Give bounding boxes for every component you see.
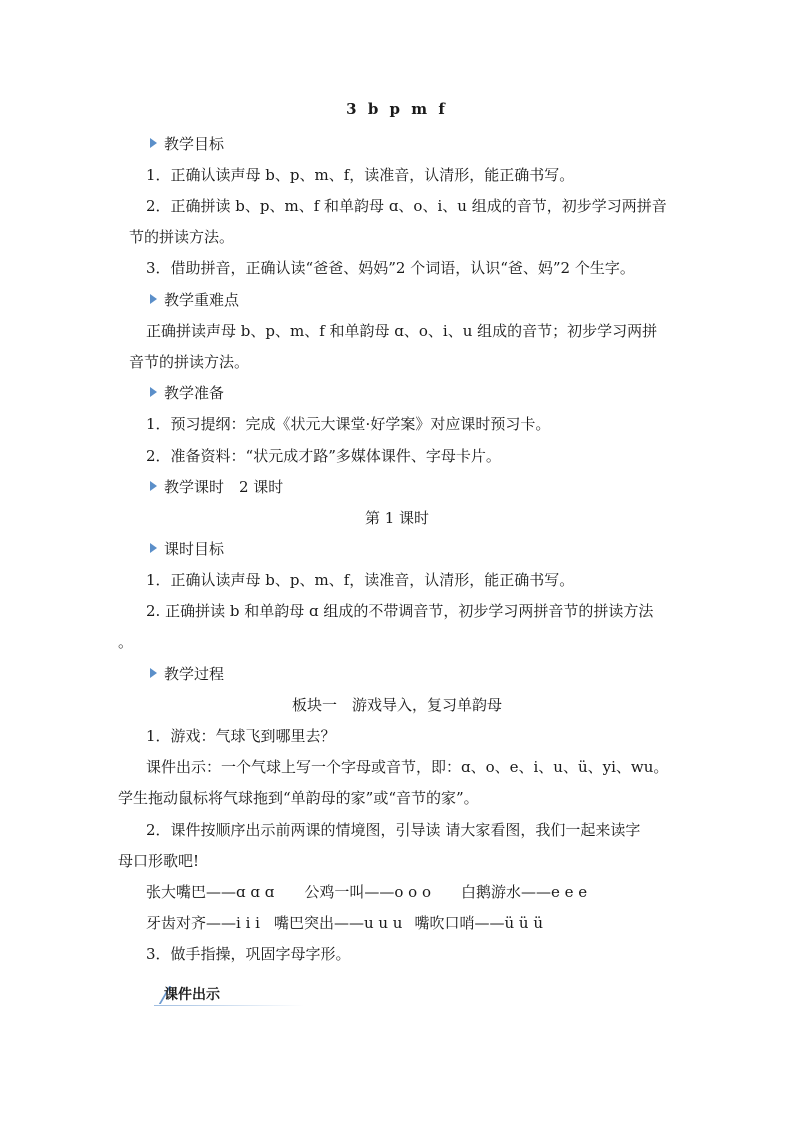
section-heading-preparation — [150, 383, 680, 403]
courseware-label-text: 课件出示 — [164, 987, 220, 1003]
goal-3: 3．借助拼音，正确认读“爸爸、妈妈”2 个词语，认识“爸、妈”2 个生字。 — [146, 259, 635, 277]
key-points-line-2: 音节的拼读方法。 — [129, 353, 250, 371]
heading-text: 教学过程 — [164, 665, 225, 683]
lesson-title: 3 b p m f — [346, 100, 448, 118]
section-heading-goals — [150, 134, 680, 154]
prep-2: 2．准备资料：“状元成才路”多媒体课件、字母卡片。 — [146, 447, 501, 465]
rhyme-item: 张大嘴巴——ɑ ɑ ɑ — [146, 883, 275, 901]
prep-1: 1．预习提纲：完成《状元大课堂·好学案》对应课时预习卡。 — [146, 415, 551, 433]
goal-2-line-2: 节的拼读方法。 — [129, 228, 235, 246]
process-3-line-1: 2．课件按顺序出示前两课的情境图，引导读 请大家看图，我们一起来读字 — [146, 821, 641, 839]
triangle-right-icon — [150, 543, 157, 553]
lesson-subtitle: 第 1 课时 — [364, 509, 430, 527]
lesson-goal-1: 1．正确认读声母 b、p、m、f，读准音，认清形，能正确书写。 — [146, 571, 575, 589]
section-heading-hours — [150, 477, 680, 497]
process-1: 1．游戏：气球飞到哪里去？ — [146, 727, 336, 745]
section-heading-lesson-goals — [150, 539, 680, 559]
underline-divider — [154, 1005, 304, 1006]
rhyme-item: 嘴吹口哨——ü ü ü — [414, 914, 543, 932]
rhyme-item: 公鸡一叫——o o o — [304, 883, 431, 901]
triangle-right-icon — [150, 138, 157, 148]
block-1-title: 板块一 游戏导入，复习单韵母 — [291, 696, 502, 714]
section-heading-process — [150, 664, 680, 684]
rhyme-row-2 — [146, 913, 676, 933]
heading-text: 教学目标 — [164, 135, 225, 153]
courseware-label — [150, 984, 350, 1006]
rhyme-item: 白鹅游水——e e e — [460, 883, 588, 901]
lesson-goal-2-line-2: 。 — [118, 633, 134, 651]
rhyme-item: 嘴巴突出——u u u — [273, 914, 403, 932]
heading-text: 教学重难点 — [164, 291, 240, 309]
process-3-line-2: 母口形歌吧! — [118, 852, 200, 870]
goal-2-line-1: 2．正确拼读 b、p、m、f 和单韵母 ɑ、o、i、u 组成的音节，初步学习两拼音 — [146, 197, 667, 215]
key-points-line-1: 正确拼读声母 b、p、m、f 和单韵母 ɑ、o、i、u 组成的音节；初步学习两拼 — [146, 322, 658, 340]
heading-text: 教学准备 — [164, 384, 225, 402]
triangle-right-icon — [150, 481, 157, 491]
lesson-goal-2-line-1: 2. 正确拼读 b 和单韵母 ɑ 组成的不带调音节，初步学习两拼音节的拼读方法 — [146, 602, 654, 620]
goal-1: 1．正确认读声母 b、p、m、f，读准音，认清形，能正确书写。 — [146, 166, 575, 184]
rhyme-row-1 — [146, 882, 676, 902]
process-4: 3．做手指操，巩固字母字形。 — [146, 945, 351, 963]
heading-text: 课时目标 — [164, 540, 225, 558]
triangle-right-icon — [150, 387, 157, 397]
heading-text: 教学课时 2 课时 — [164, 478, 284, 496]
triangle-right-icon — [150, 294, 157, 304]
rhyme-item: 牙齿对齐——i i i — [146, 914, 260, 932]
section-heading-key-points — [150, 290, 680, 310]
process-2-line-2: 学生拖动鼠标将气球拖到“单韵母的家”或“音节的家”。 — [118, 789, 479, 807]
triangle-right-icon — [150, 668, 157, 678]
process-2-line-1: 课件出示：一个气球上写一个字母或音节，即：ɑ、o、e、i、u、ü、yi、wu。 — [146, 758, 669, 776]
